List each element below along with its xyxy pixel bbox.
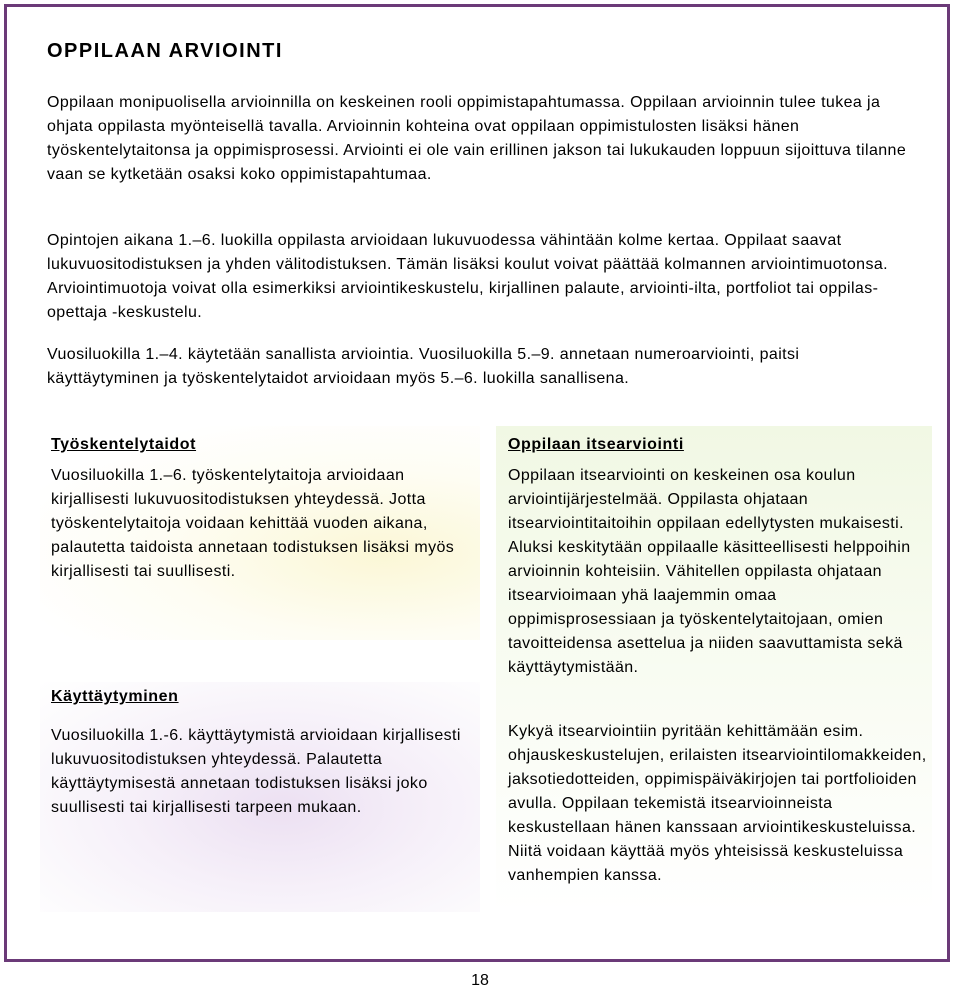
self-assessment-text-1: Oppilaan itsearviointi on keskeinen osa koulun arviointijärjestelmää. Oppilasta ohjataan itsearviointitaitoihin oppilaan edellytysten mukaisesti. Aluksi keskitytään oppilaalle käsitteellisesti helppoihin arvioinnin kohteisiin. Vähitellen oppilasta ohjataan itsearvioimaan yhä laajemmin omaa oppimisprosessiaan ja työskentelytaitojaan, omien tavoitteidensa asettelua ja niiden saavuttamista sekä käyttäytymistään. [508,467,911,676]
self-assessment-text-2: Kykyä itsearviointiin pyritään kehittämään esim. ohjauskeskustelujen, erilaisten itsearviointilomakkeiden, jaksotiedotteiden, oppimispäiväkirjojen tai portfolioiden avulla. Oppilaan tekemistä itsearvioinneista keskustellaan hänen kanssaan arviointikeskusteluissa. Niitä voidaan käyttää myös yhteisissä keskusteluissa vanhempien kanssa. [508,723,927,884]
behavior-heading: Käyttäytyminen [51,688,179,705]
intro-paragraph-1: Oppilaan monipuolisella arvioinnilla on keskeinen rooli oppimistapahtumassa. Oppilaan arvioinnin tulee tukea ja ohjata oppilasta myönteisellä tavalla. Arvioinnin kohteina ovat oppilaan oppimistulosten lisäksi hänen työskentelytaitonsa ja oppimisprosessi. Arviointi ei ole vain erillinen jakson tai lukukauden loppuun sijoittuva tilanne vaan se kytketään osaksi koko oppimistapahtumaa. [47,94,907,183]
intro-paragraph-3: Vuosiluokilla 1.–4. käytetään sanallista arviointia. Vuosiluokilla 5.–9. annetaan numeroarviointi, paitsi käyttäytyminen ja työskentelytaidot arvioidaan myös 5.–6. luokilla sanallisena. [47,346,800,387]
behavior-text: Vuosiluokilla 1.-6. käyttäytymistä arvioidaan kirjallisesti lukuvuositodistuksen yhteydessä. Palautetta käyttäytymisestä annetaan todistuksen lisäksi joko suullisesti tai kirjallisesti tarpeen mukaan. [51,727,461,816]
self-assessment-heading: Oppilaan itsearviointi [508,436,684,453]
work-skills-text: Vuosiluokilla 1.–6. työskentelytaitoja arvioidaan kirjallisesti lukuvuositodistuksen yhteydessä. Jotta työskentelytaitoja voidaan kehittää vuoden aikana, palautetta taidoista annetaan todistuksen lisäksi myös kirjallisesti tai suullisesti. [51,467,455,580]
work-skills-heading: Työskentelytaidot [51,436,197,453]
page-number: 18 [471,972,489,989]
page-title: OPPILAAN ARVIOINTI [47,40,283,62]
intro-paragraph-2: Opintojen aikana 1.–6. luokilla oppilasta arvioidaan lukuvuodessa vähintään kolme kertaa. Oppilaat saavat lukuvuositodistuksen ja yhden välitodistuksen. Tämän lisäksi koulut voivat päättää kolmannen arviointimuotonsa. Arviointimuotoja voivat olla esimerkiksi arviointikeskustelu, kirjallinen palaute, arviointi-ilta, portfoliot tai oppilas-opettaja -keskustelu. [47,232,888,321]
